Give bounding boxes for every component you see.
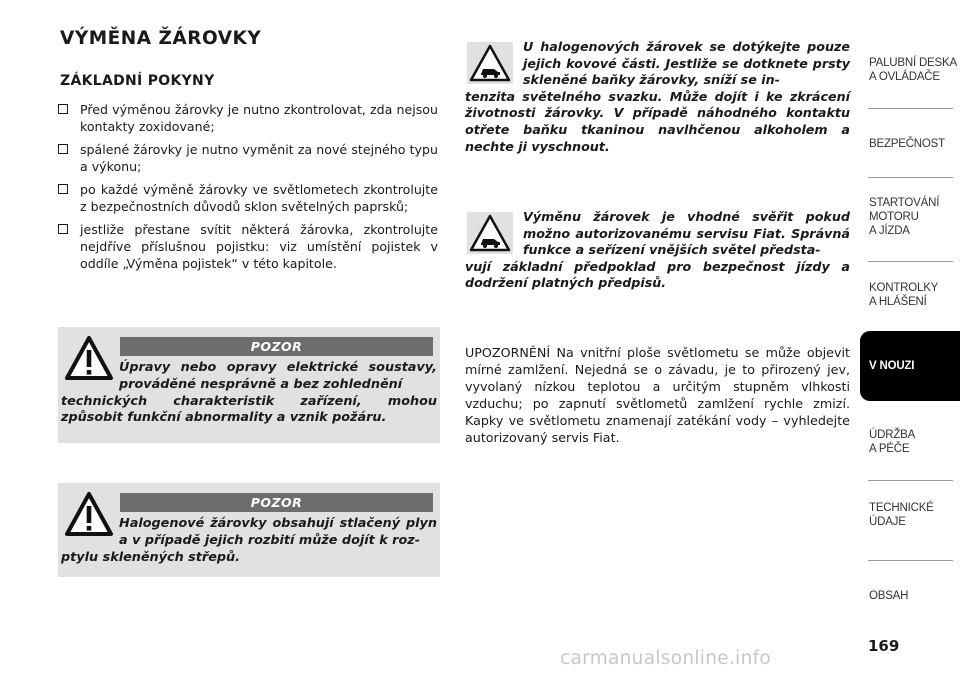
tab-emergency[interactable] (860, 331, 960, 401)
note-rest: vují základní předpoklad pro bezpečnost jízdy a dodržení platných předpisů. (465, 258, 850, 291)
tab-divider (868, 261, 953, 262)
tab-label: V NOUZI (869, 360, 915, 372)
service-note (465, 209, 850, 292)
list-item-text: Před výměnou žárovky je nutno zkontrolovat, zda nejsou kontakty zoxidované; (80, 102, 438, 134)
tab-divider (868, 108, 953, 109)
tab-starting-driving[interactable] (860, 190, 960, 244)
page-number: 169 (868, 637, 900, 655)
tab-label: TECHNICKÉ ÚDAJE (869, 502, 934, 528)
list-item-text: spálené žárovky je nutno vyměnit za nové stejného typu a výkonu; (80, 142, 438, 174)
warning-box-halogen (58, 483, 440, 577)
warning-heading: POZOR (120, 337, 433, 356)
tab-warning-lights[interactable] (860, 275, 960, 315)
checkbox-bullet-icon (58, 184, 68, 194)
basic-instructions-list (58, 101, 438, 278)
halogen-note (465, 39, 850, 155)
list-item (58, 141, 438, 175)
warning-box-electrical (58, 327, 440, 443)
list-item (58, 101, 438, 135)
warning-text-rest: ptylu skleněných střepů. (61, 549, 241, 565)
warning-text-lead: Úpravy nebo opravy elektrické soustavy, prováděné nesprávně a bez zohlednění (119, 360, 437, 392)
list-item-text: po každé výměně žárovky ve světlometech zkontrolujte z bezpečnostních důvodů sklon světelných paprsků; (80, 182, 438, 214)
condensation-notice: UPOZORNĚNÍ Na vnitřní ploše světlometu se může objevit mírné zamlžení. Nejedná se o závadu, je to přirozený jev, vyvolaný nízkou teplotou a určitým stupněm vlhkosti vzduchu; po zapnutí světlometů zamlžení rychle zmizí. Kapky ve světlometu znamenají zatékání vody – vyhledejte autorizovaný servis Fiat. (465, 345, 850, 445)
note-lead: U halogenových žárovek se dotýkejte pouze jejich kovové části. Jestliže se dotknete prsty skleněné baňky žárovky, sníží se in- (523, 39, 850, 88)
warning-heading: POZOR (120, 493, 433, 512)
warning-text (61, 360, 437, 427)
note-rest: tenzita světelného svazku. Může dojít i ke zkrácení životnosti žárovky. V případě náhodného kontaktu otřete baňku tkaninou navlhčenou alkoholem a nechte ji vyschnout. (465, 88, 850, 154)
note-lead: Výměnu žárovek je vhodné svěřit pokud možno autorizovanému servisu Fiat. Správná funkce a seřízení vnějších světel předsta- (523, 209, 850, 258)
tab-safety[interactable] (860, 130, 960, 158)
list-item (58, 181, 438, 215)
tab-divider (868, 560, 953, 561)
tab-dashboard-controls[interactable] (860, 50, 960, 90)
watermark: carmanualsonline.info (560, 648, 772, 669)
warning-text-lead: Halogenové žárovky obsahují stlačený plyn a v případě jejich rozbití může dojít k roz- (119, 516, 437, 548)
warning-text-rest: technických charakteristik zařízení, mohou způsobit funkční abnormality a vznik požáru. (61, 393, 437, 426)
checkbox-bullet-icon (58, 224, 68, 234)
tab-contents[interactable] (860, 582, 960, 610)
page-title: VÝMĚNA ŽÁROVKY (60, 28, 262, 49)
checkbox-bullet-icon (58, 104, 68, 114)
tab-divider (868, 480, 953, 481)
warning-text (61, 516, 437, 566)
list-item-text: jestliže přestane svítit některá žárovka, zkontrolujte nejdříve příslušnou pojistku: viz umístění pojistek v oddíle „Výměna pojistek“ v této kapitole. (80, 222, 438, 271)
tab-divider (868, 177, 953, 178)
tab-label: ÚDRŽBA A PÉČE (869, 429, 916, 455)
tab-label: OBSAH (869, 590, 909, 602)
section-subtitle: ZÁKLADNÍ POKYNY (60, 73, 215, 89)
tab-label: STARTOVÁNÍ MOTORU A JÍZDA (869, 197, 940, 237)
tab-technical-data[interactable] (860, 495, 960, 535)
tab-maintenance[interactable] (860, 422, 960, 462)
checkbox-bullet-icon (58, 144, 68, 154)
tab-label: BEZPEČNOST (869, 138, 945, 150)
tab-label: PALUBNÍ DESKA A OVLÁDAČE (869, 57, 957, 83)
list-item (58, 221, 438, 272)
tab-label: KONTROLKY A HLÁŠENÍ (869, 282, 939, 308)
